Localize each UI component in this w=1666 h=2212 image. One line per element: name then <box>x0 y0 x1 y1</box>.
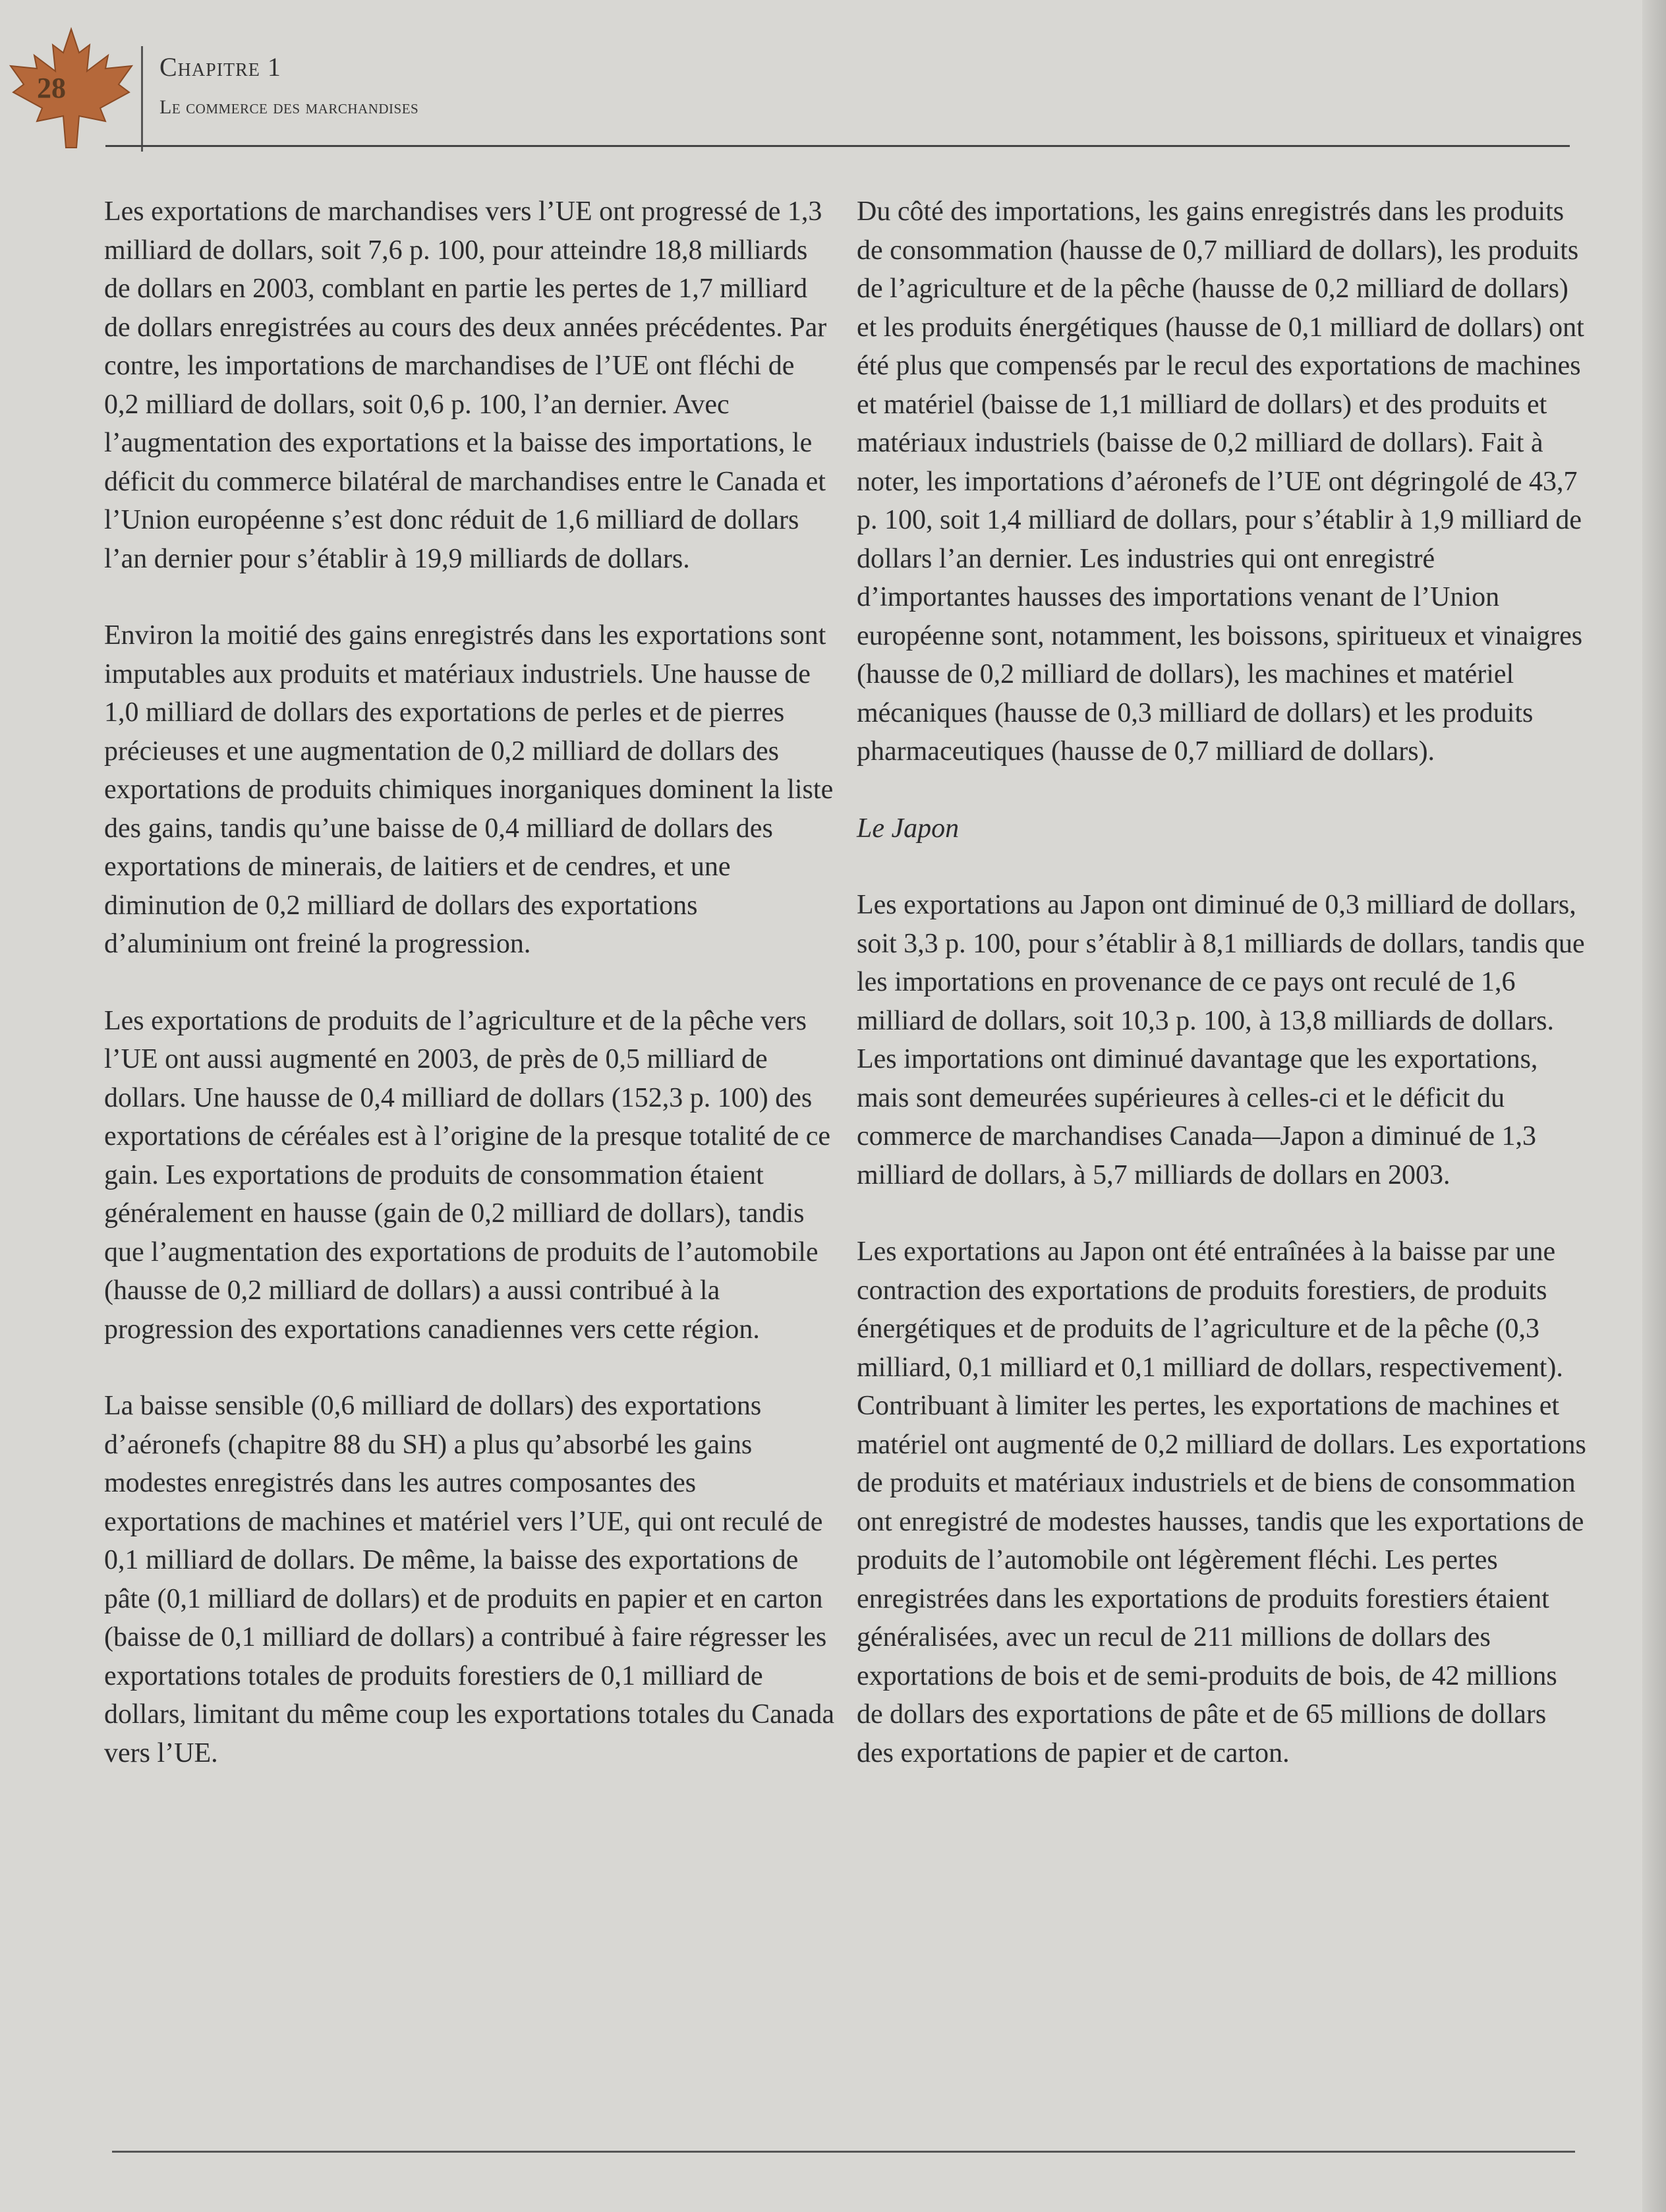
paragraph: La baisse sensible (0,6 milliard de dollars) des exportations d’aéronefs (chapitre 88 du SH) a plus qu’absorbé les gains modestes enregistrés dans les autres composantes des exportations de machines et matériel vers l’UE, qui ont reculé de 0,1 milliard de dollars. De même, la baisse des exportations de pâte (0,1 milliard de dollars) et de produits en papier et en carton (baisse de 0,1 milliard de dollars) a contribué à faire régresser les exportations totales de produits forestiers de 0,1 milliard de dollars, limitant du même coup les exportations totales du Canada vers l’UE. <box>104 1391 835 1768</box>
page-header <box>0 0 1582 158</box>
paragraph: Les exportations au Japon ont diminué de 0,3 milliard de dollars, soit 3,3 p. 100, pour s’établir à 8,1 milliards de dollars, tandis que les importations en provenance de ce pays ont reculé de 1,6 milliard de dollars, soit 10,3 p. 100, à 13,8 milliards de dollars. Les importations ont diminué davantage que les exportations, mais sont demeurées supérieures à celles-ci et le déficit du commerce de marchandises Canada—Japon a diminué de 1,3 milliard de dollars, à 5,7 milliards de dollars en 2003. <box>857 890 1585 1190</box>
chapter-title: Chapitre 1 <box>159 52 281 82</box>
left-column <box>104 192 836 1811</box>
paragraph: Les exportations au Japon ont été entraînées à la baisse par une contraction des exportations de produits forestiers, de produits énergétiques et de produits de l’agriculture et de la pêche (0,3 milliard, 0,1 milliard et 0,1 milliard de dollars, respectivement). Contribuant à limiter les pertes, les exportations de machines et matériel ont augmenté de 0,2 milliard de dollars. Les exportations de produits et matériaux industriels et de biens de consommation ont enregistré de modestes hausses, tandis que les exportations de produits de l’automobile ont légèrement fléchi. Les pertes enregistrées dans les exportations de produits forestiers étaient généralisées, avec un recul de 211 millions de dollars des exportations de bois et de semi-produits de bois, de 42 millions de dollars des exportations de pâte et de 65 millions de dollars des exportations de papier et de carton. <box>857 1237 1586 1768</box>
right-column <box>857 192 1588 1811</box>
paragraph: Les exportations de produits de l’agriculture et de la pêche vers l’UE ont aussi augmenté en 2003, de près de 0,5 milliard de dollars. Une hausse de 0,4 milliard de dollars (152,3 p. 100) des exportations de céréales est à l’origine de la presque totalité de ce gain. Les exportations de produits de consommation étaient généralement en hausse (gain de 0,2 milliard de dollars), tandis que l’augmentation des exportations de produits de l’automobile (hausse de 0,2 milliard de dollars) a aussi contribué à la progression des exportations canadiennes vers cette région. <box>104 1005 831 1345</box>
footer-rule <box>112 2151 1575 2153</box>
maple-leaf-icon <box>5 26 137 152</box>
paragraph: Les exportations de marchandises vers l’UE ont progressé de 1,3 milliard de dollars, soit 7,6 p. 100, pour atteindre 18,8 milliards de dollars en 2003, comblant en partie les pertes de 1,7 milliard de dollars enregistrées au cours des deux années précédentes. Par contre, les importations de marchandises de l’UE ont fléchi de 0,2 milliard de dollars, soit 0,6 p. 100, l’an dernier. Avec l’augmentation des exportations et la baisse des importations, le déficit du commerce bilatéral de marchandises entre le Canada et l’Union européenne s’est donc réduit de 1,6 milliard de dollars l’an dernier pour s’établir à 19,9 milliards de dollars. <box>104 196 827 574</box>
header-rule <box>105 145 1570 147</box>
paragraph: Environ la moitié des gains enregistrés dans les exportations sont imputables aux produits et matériaux industriels. Une hausse de 1,0 milliard de dollars des exportations de perles et de pierres précieuses et une augmentation de 0,2 milliard de dollars des exportations de produits chimiques inorganiques dominent la liste des gains, tandis qu’une baisse de 0,4 milliard de dollars des exportations de minerais, de laitiers et de cendres, et une diminution de 0,2 milliard de dollars des exportations d’aluminium ont freiné la progression. <box>104 620 834 959</box>
paragraph: Du côté des importations, les gains enregistrés dans les produits de consommation (hausse de 0,7 milliard de dollars), les produits de l’agriculture et de la pêche (hausse de 0,2 milliard de dollars) et les produits énergétiques (hausse de 0,1 milliard de dollars) ont été plus que compensés par le recul des exportations de machines et matériel (baisse de 1,1 milliard de dollars) et des produits et matériaux industriels (baisse de 0,2 milliard de dollars). Fait à noter, les importations d’aéronefs de l’UE ont dégringolé de 43,7 p. 100, soit 1,4 milliard de dollars, pour s’établir à 1,9 milliard de dollars l’an dernier. Les industries qui ont enregistré d’importantes hausses des importations venant de l’Union européenne sont, notamment, les boissons, spiritueux et vinaigres (hausse de 0,2 milliard de dollars), les machines et matériel mécaniques (hausse de 0,3 milliard de dollars) et les produits pharmaceutiques (hausse de 0,7 milliard de dollars). <box>857 196 1584 767</box>
section-heading-japan: Le Japon <box>857 813 960 844</box>
page-number: 28 <box>37 72 66 104</box>
page-edge-shadow <box>1642 0 1666 2212</box>
chapter-subtitle: Le commerce des marchandises <box>159 96 419 118</box>
header-divider <box>141 46 143 152</box>
